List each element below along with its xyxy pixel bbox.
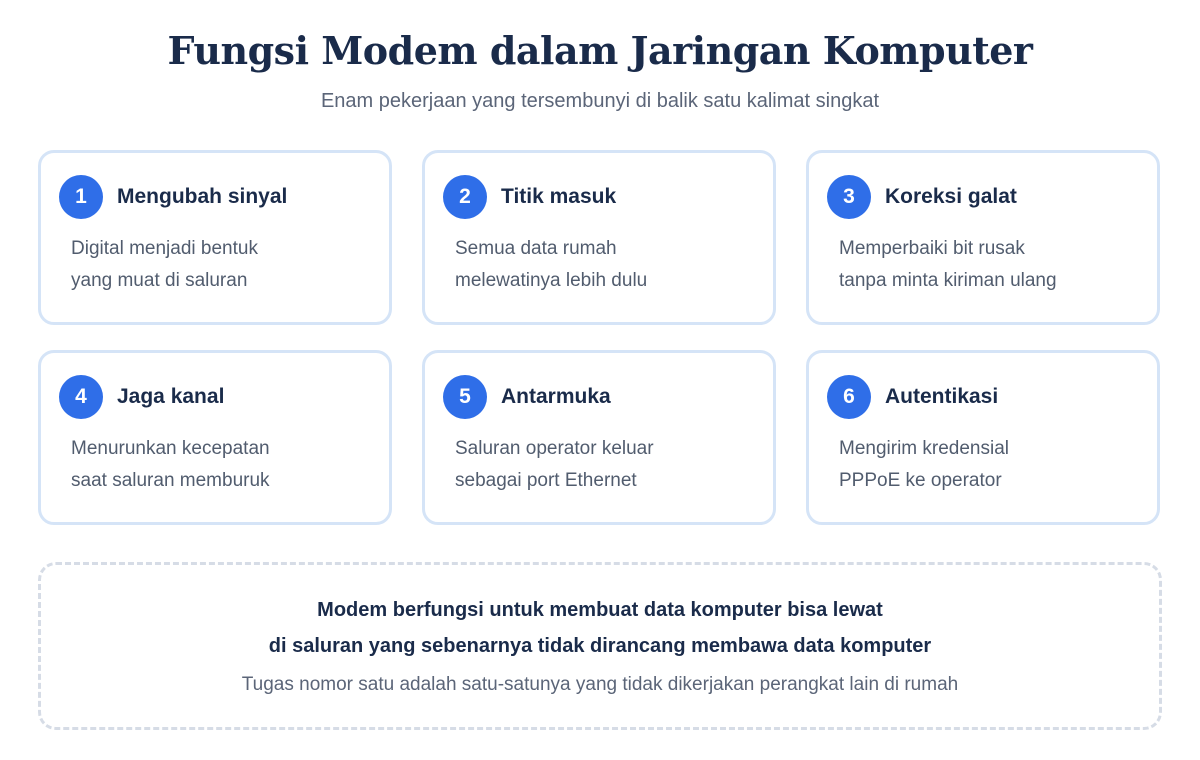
function-card-1 [38, 150, 392, 325]
summary-note-box [38, 562, 1162, 730]
function-card-4 [38, 350, 392, 525]
card-header [827, 375, 1157, 419]
function-card-grid [38, 150, 1162, 525]
number-badge: 1 [59, 175, 103, 219]
card-header [59, 175, 389, 219]
card-description [455, 433, 773, 497]
function-card-6 [806, 350, 1160, 525]
summary-footnote: Tugas nomor satu adalah satu-satunya yang tidak dikerjakan perangkat lain di rumah [241, 674, 959, 695]
card-description-line: saat saluran memburuk [71, 470, 270, 491]
page-subtitle: Enam pekerjaan yang tersembunyi di balik satu kalimat singkat [320, 90, 880, 112]
number-badge: 2 [443, 175, 487, 219]
card-title: Mengubah sinyal [117, 185, 288, 208]
number-badge: 4 [59, 375, 103, 419]
card-description [455, 233, 773, 297]
card-header [443, 375, 773, 419]
card-header [59, 375, 389, 419]
card-description-line: yang muat di saluran [71, 270, 248, 291]
card-header [443, 175, 773, 219]
card-description-line: PPPoE ke operator [839, 470, 1002, 491]
function-card-5 [422, 350, 776, 525]
summary-line: Modem berfungsi untuk membuat data komputer bisa lewat [317, 599, 883, 621]
card-description-line: Memperbaiki bit rusak [839, 238, 1025, 259]
card-description-line: sebagai port Ethernet [455, 470, 637, 491]
number-badge: 6 [827, 375, 871, 419]
card-description-line: tanpa minta kiriman ulang [839, 270, 1057, 291]
card-title: Antarmuka [501, 385, 611, 408]
summary-statement [41, 592, 1159, 664]
card-description [839, 433, 1157, 497]
function-card-3 [806, 150, 1160, 325]
card-description [839, 233, 1157, 297]
card-title: Koreksi galat [885, 185, 1017, 208]
card-title: Titik masuk [501, 185, 617, 208]
card-header [827, 175, 1157, 219]
function-card-2 [422, 150, 776, 325]
card-description [71, 233, 389, 297]
card-description-line: Mengirim kredensial [839, 438, 1010, 459]
page-title: Fungsi Modem dalam Jaringan Komputer [167, 28, 1033, 73]
card-description [71, 433, 389, 497]
number-badge: 3 [827, 175, 871, 219]
card-description-line: Saluran operator keluar [455, 438, 654, 459]
card-description-line: melewatinya lebih dulu [455, 270, 648, 291]
card-description-line: Menurunkan kecepatan [71, 438, 270, 459]
card-title: Autentikasi [885, 385, 999, 408]
number-badge: 5 [443, 375, 487, 419]
card-description-line: Digital menjadi bentuk [71, 238, 258, 259]
summary-line: di saluran yang sebenarnya tidak dirancang membawa data komputer [268, 635, 932, 657]
card-description-line: Semua data rumah [455, 238, 617, 259]
card-title: Jaga kanal [117, 385, 225, 408]
